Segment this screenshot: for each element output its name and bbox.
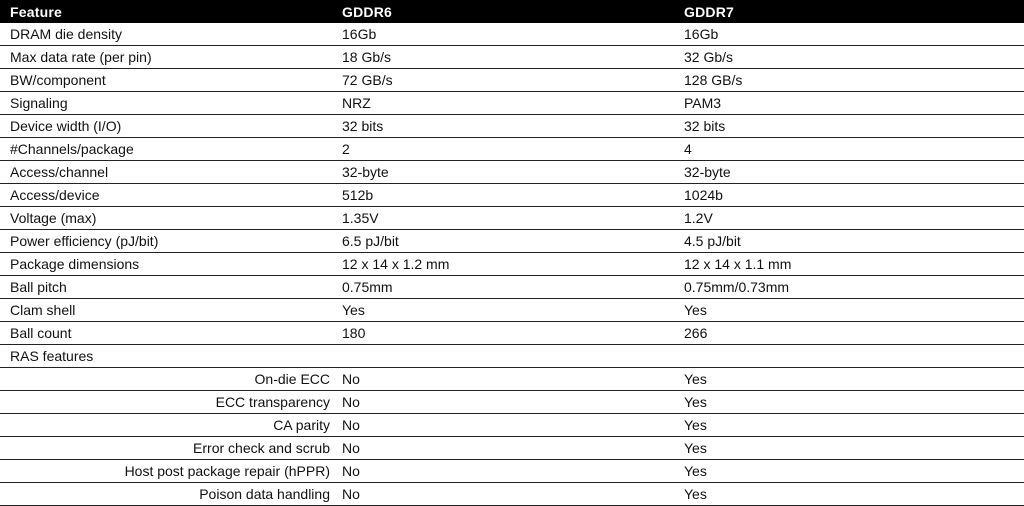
gddr6-cell: 18 Gb/s bbox=[340, 46, 682, 69]
sub-row bbox=[0, 483, 1024, 506]
table-row bbox=[0, 23, 1024, 46]
gddr7-cell: 1.2V bbox=[682, 207, 1024, 230]
gddr7-cell: 32-byte bbox=[682, 161, 1024, 184]
gddr6-cell: No bbox=[340, 437, 682, 460]
feature-cell: Access/channel bbox=[0, 161, 340, 184]
sub-row bbox=[0, 368, 1024, 391]
feature-cell: Clam shell bbox=[0, 299, 340, 322]
table-row bbox=[0, 322, 1024, 345]
gddr6-cell: 1.35V bbox=[340, 207, 682, 230]
gddr7-cell: 266 bbox=[682, 322, 1024, 345]
feature-cell: Max data rate (per pin) bbox=[0, 46, 340, 69]
feature-cell: Ball pitch bbox=[0, 276, 340, 299]
gddr6-cell: 12 x 14 x 1.2 mm bbox=[340, 253, 682, 276]
feature-cell: BW/component bbox=[0, 69, 340, 92]
feature-cell: Device width (I/O) bbox=[0, 115, 340, 138]
gddr6-cell: No bbox=[340, 391, 682, 414]
gddr6-cell: 2 bbox=[340, 138, 682, 161]
table-row bbox=[0, 69, 1024, 92]
table-row bbox=[0, 230, 1024, 253]
gddr6-cell: No bbox=[340, 483, 682, 506]
gddr6-cell: 72 GB/s bbox=[340, 69, 682, 92]
gddr6-cell: Yes bbox=[340, 299, 682, 322]
feature-cell: Power efficiency (pJ/bit) bbox=[0, 230, 340, 253]
table-row bbox=[0, 207, 1024, 230]
feature-cell: Package dimensions bbox=[0, 253, 340, 276]
gddr7-cell: 0.75mm/0.73mm bbox=[682, 276, 1024, 299]
gddr6-cell: NRZ bbox=[340, 92, 682, 115]
gddr7-cell: 16Gb bbox=[682, 23, 1024, 46]
gddr6-cell: No bbox=[340, 460, 682, 483]
feature-cell: Access/device bbox=[0, 184, 340, 207]
sub-row bbox=[0, 460, 1024, 483]
feature-cell: DRAM die density bbox=[0, 23, 340, 46]
feature-cell: Voltage (max) bbox=[0, 207, 340, 230]
gddr6-cell: 16Gb bbox=[340, 23, 682, 46]
gddr7-cell: 1024b bbox=[682, 184, 1024, 207]
gddr7-cell: 32 bits bbox=[682, 115, 1024, 138]
sub-feature-cell: Poison data handling bbox=[0, 483, 340, 506]
gddr6-cell: 32-byte bbox=[340, 161, 682, 184]
gddr6-cell: 512b bbox=[340, 184, 682, 207]
gddr7-cell: Yes bbox=[682, 414, 1024, 437]
gddr6-cell: 32 bits bbox=[340, 115, 682, 138]
section-label: RAS features bbox=[0, 345, 1024, 368]
table-row bbox=[0, 138, 1024, 161]
gddr7-cell: 4 bbox=[682, 138, 1024, 161]
header-gddr6: GDDR6 bbox=[340, 0, 682, 23]
sub-row bbox=[0, 437, 1024, 460]
gddr6-cell: 6.5 pJ/bit bbox=[340, 230, 682, 253]
table-row bbox=[0, 253, 1024, 276]
gddr7-cell: Yes bbox=[682, 437, 1024, 460]
gddr7-cell: Yes bbox=[682, 299, 1024, 322]
gddr6-cell: No bbox=[340, 368, 682, 391]
feature-cell: Signaling bbox=[0, 92, 340, 115]
header-row bbox=[0, 0, 1024, 23]
table-row bbox=[0, 115, 1024, 138]
header-gddr7: GDDR7 bbox=[682, 0, 1024, 23]
gddr7-cell: 128 GB/s bbox=[682, 69, 1024, 92]
feature-cell: Ball count bbox=[0, 322, 340, 345]
table-row bbox=[0, 184, 1024, 207]
sub-feature-cell: CA parity bbox=[0, 414, 340, 437]
table-row bbox=[0, 161, 1024, 184]
gddr7-cell: Yes bbox=[682, 460, 1024, 483]
sub-row bbox=[0, 391, 1024, 414]
table-row bbox=[0, 276, 1024, 299]
sub-feature-cell: ECC transparency bbox=[0, 391, 340, 414]
gddr6-cell: 0.75mm bbox=[340, 276, 682, 299]
gddr7-cell: 12 x 14 x 1.1 mm bbox=[682, 253, 1024, 276]
table-row bbox=[0, 299, 1024, 322]
gddr6-cell: No bbox=[340, 414, 682, 437]
gddr7-cell: PAM3 bbox=[682, 92, 1024, 115]
sub-feature-cell: Error check and scrub bbox=[0, 437, 340, 460]
sub-feature-cell: Host post package repair (hPPR) bbox=[0, 460, 340, 483]
feature-cell: #Channels/package bbox=[0, 138, 340, 161]
header-feature: Feature bbox=[0, 0, 340, 23]
gddr7-cell: 32 Gb/s bbox=[682, 46, 1024, 69]
gddr7-cell: 4.5 pJ/bit bbox=[682, 230, 1024, 253]
gddr7-cell: Yes bbox=[682, 368, 1024, 391]
section-row-ras bbox=[0, 345, 1024, 368]
gddr7-cell: Yes bbox=[682, 391, 1024, 414]
gddr7-cell: Yes bbox=[682, 483, 1024, 506]
sub-feature-cell: On-die ECC bbox=[0, 368, 340, 391]
table-row bbox=[0, 46, 1024, 69]
sub-row bbox=[0, 414, 1024, 437]
gddr6-cell: 180 bbox=[340, 322, 682, 345]
table-row bbox=[0, 92, 1024, 115]
